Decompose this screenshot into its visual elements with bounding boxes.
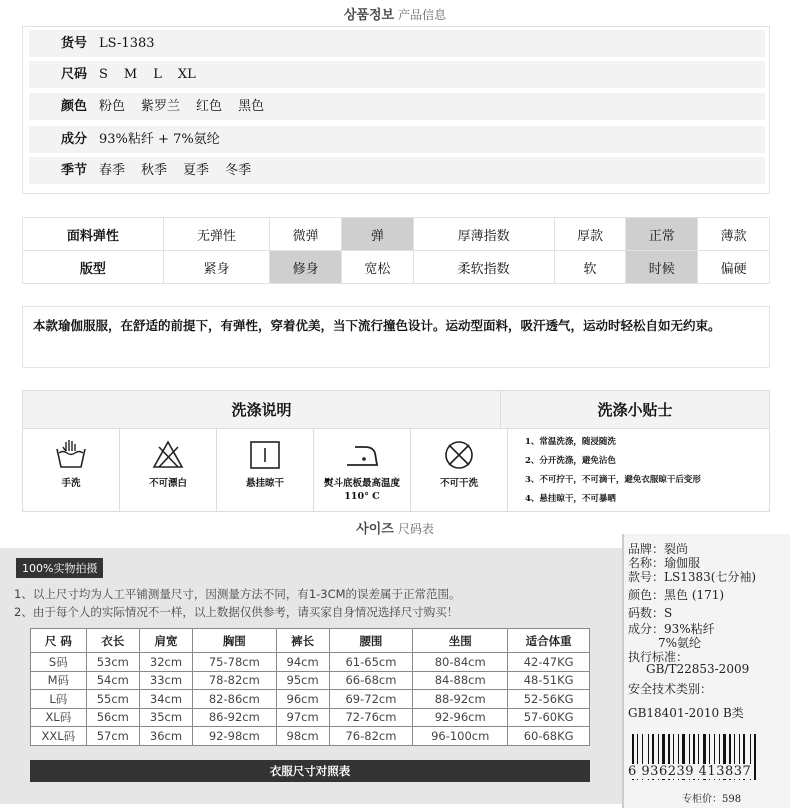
size-row [31,671,590,690]
wash-item-no-dry-clean [411,429,508,512]
iron-icon [345,439,379,471]
wash-tips-title: 洗涤小贴士 [501,391,769,429]
size-table-body [31,653,590,746]
label-line: GB18401-2010 B类 [628,706,744,720]
label-line: GB/T22853-2009 [646,662,750,676]
wash-tip: 4、悬挂晾干，不可暴晒 [525,494,616,504]
size-cell: 66-68cm [329,671,412,690]
attribute-row-elasticity [23,218,770,251]
wash-tips-list [525,433,765,509]
column-header: 适合体重 [508,629,590,653]
size-cell: 98cm [276,727,329,746]
wash-tip: 1、常温洗涤，随浸随洗 [525,437,616,447]
attr-cell-selected: 弹 [341,218,413,251]
attr-cell: 软 [554,251,626,284]
info-row-item-no: 货号 LS-1383 [29,30,765,57]
attr-cell: 厚薄指数 [413,218,554,251]
column-header: 衣长 [86,629,139,653]
wash-item-iron [314,429,411,512]
attr-cell: 厚款 [554,218,626,251]
size-cell: 96-100cm [413,727,508,746]
attr-cell: 面料弹性 [23,218,164,251]
column-header: 腰围 [329,629,412,653]
label-line: 安全技术类别： [628,682,713,696]
size-cell: 32cm [139,653,192,672]
size-cell: L码 [31,690,87,709]
size-cell: 36cm [139,727,192,746]
size-table-header [31,629,590,653]
product-info-title: 상품정보 产品信息 [343,8,447,23]
size-cell: 56cm [86,708,139,727]
attr-cell-selected: 修身 [270,251,342,284]
barcode-number: 6 936239 413837 [628,764,752,779]
size-cell: 86-92cm [193,708,276,727]
size-cell: 92-98cm [193,727,276,746]
attr-cell: 版型 [23,251,164,284]
size-table [30,628,590,746]
size-cell: 75-78cm [193,653,276,672]
info-row-color: 颜色 粉色 紫罗兰 红色 黑色 [29,93,765,120]
info-row-composition: 成分 93%粘纤 + 7%氨纶 [29,126,765,153]
attr-cell: 薄款 [698,218,770,251]
size-cell: XL码 [31,708,87,727]
size-cell: 35cm [139,708,192,727]
column-header: 肩宽 [139,629,192,653]
attr-cell-selected: 时候 [626,251,698,284]
attr-cell: 偏硬 [698,251,770,284]
column-header: 尺 码 [31,629,87,653]
wash-instructions-title: 洗涤说明 [23,391,501,429]
size-cell: 76-82cm [329,727,412,746]
size-cell: 54cm [86,671,139,690]
size-cell: 61-65cm [329,653,412,672]
size-cell: 57-60KG [508,708,590,727]
size-cell: 92-96cm [413,708,508,727]
size-cell: 55cm [86,690,139,709]
size-panel [0,548,622,804]
size-row [31,727,590,746]
attr-cell: 柔软指数 [413,251,554,284]
barcode-bar [754,734,756,780]
size-cell: 60-68KG [508,727,590,746]
size-cell: 88-92cm [413,690,508,709]
size-cell: 69-72cm [329,690,412,709]
size-title: 사이즈 尺码表 [356,522,434,537]
hand-wash-icon [54,439,88,471]
attr-cell-selected: 正常 [626,218,698,251]
real-photo-tag: 100%实物拍摄 [16,558,103,578]
size-cell: XXL码 [31,727,87,746]
column-header: 裤长 [276,629,329,653]
size-cell: 57cm [86,727,139,746]
wash-item-hand-wash [23,429,120,512]
no-dry-clean-icon [442,439,476,471]
label-line: 执行标准： [628,650,689,664]
wash-tip: 3、不可拧干，不可滴干，避免衣服晾干后变形 [525,475,701,485]
wash-label: 不可漂白 [148,478,187,489]
size-cell: 42-47KG [508,653,590,672]
wash-item-hang-dry [217,429,314,512]
size-cell: 95cm [276,671,329,690]
size-cell: 34cm [139,690,192,709]
wash-item-no-bleach [120,429,217,512]
label-line: 成分：93%粘纤 [628,622,715,636]
size-cell: 53cm [86,653,139,672]
size-row [31,653,590,672]
hang-dry-icon [248,439,282,471]
garment-label-photo [622,534,790,808]
label-line: 颜色：黑色 (171) [628,588,725,602]
label-line: 品牌：裂尚 [628,542,689,556]
label-line: 名称：瑜伽服 [628,556,701,570]
size-row [31,690,590,709]
attribute-table [22,217,770,284]
size-note-2: 2、由于每个人的实际情况不一样，以上数据仅供参考，请买家自身情况选择尺寸购买！ [14,605,459,619]
counter-price: 专柜价：598 [682,794,742,805]
size-cell: 82-86cm [193,690,276,709]
wash-label: 不可干洗 [439,478,478,489]
wash-label: 熨斗底板最高温度110° C [323,478,400,502]
attr-cell: 紧身 [163,251,269,284]
label-line: 7%氨纶 [658,636,702,650]
size-cell: 94cm [276,653,329,672]
column-header: 坐围 [413,629,508,653]
info-row-season: 季节 春季 秋季 夏季 冬季 [29,157,765,184]
size-cell: M码 [31,671,87,690]
barcode [630,734,786,788]
size-cell: 72-76cm [329,708,412,727]
size-cell: 52-56KG [508,690,590,709]
size-cell: 97cm [276,708,329,727]
label-line: 款号：LS1383(七分袖) [628,570,757,584]
wash-label: 悬挂晾干 [245,478,284,489]
label-line: 码数：S [628,606,673,620]
wash-section [22,390,770,512]
attribute-row-fit [23,251,770,284]
size-cell: S码 [31,653,87,672]
attr-cell: 微弹 [270,218,342,251]
column-header: 胸围 [193,629,276,653]
size-cell: 80-84cm [413,653,508,672]
size-note-1: 1、以上尺寸均为人工平铺测量尺寸，因测量方法不同，有1-3CM的误差属于正常范围。 [14,587,461,601]
no-bleach-icon [151,439,185,471]
size-cell: 96cm [276,690,329,709]
wash-label: 手洗 [61,478,81,489]
size-cell: 84-88cm [413,671,508,690]
size-cell: 48-51KG [508,671,590,690]
product-info-box [22,26,770,194]
info-row-size: 尺码 S M L XL [29,61,765,88]
product-description: 本款瑜伽服服，在舒适的前提下，有弹性，穿着优美，当下流行撞色设计。运动型面料，吸汗透气，运动时轻松自如无约束。 [22,306,770,368]
attr-cell: 宽松 [341,251,413,284]
attr-cell: 无弹性 [163,218,269,251]
wash-tip: 2、分开洗涤，避免沾色 [525,456,616,466]
size-row [31,708,590,727]
size-table-footer: 衣服尺寸对照表 [30,760,590,782]
size-cell: 78-82cm [193,671,276,690]
size-cell: 33cm [139,671,192,690]
